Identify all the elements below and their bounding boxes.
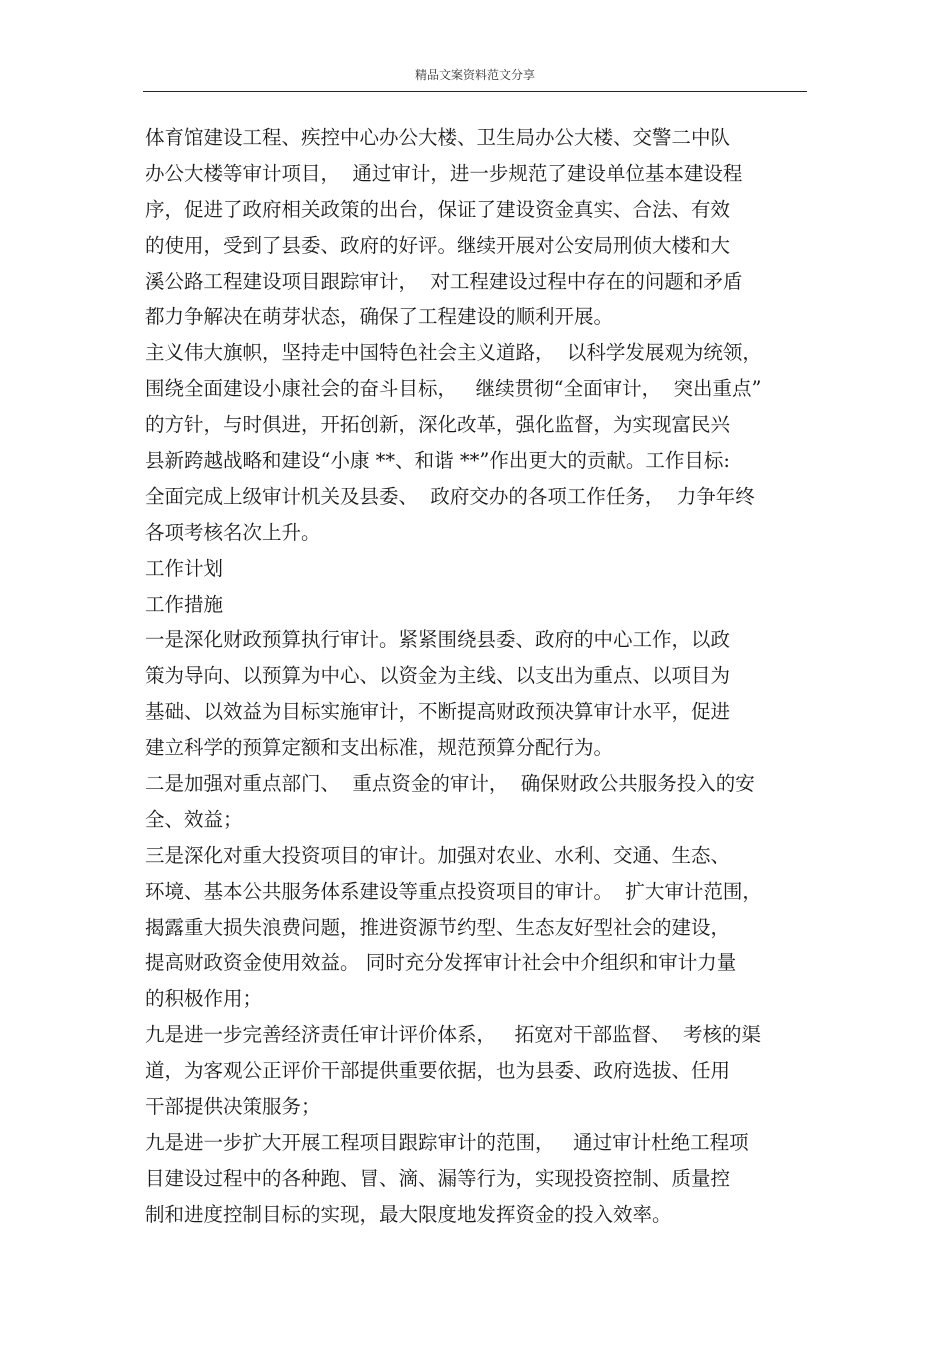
body-line: 各项考核名次上升。 xyxy=(145,520,321,544)
body-line: 的方针，与时俱进，开拓创新，深化改革，强化监督，为实现富民兴 xyxy=(145,413,731,437)
body-line: 环境、基本公共服务体系建设等重点投资项目的审计。 扩大审计范围， xyxy=(145,879,762,903)
body-line: 九是进一步完善经济责任审计评价体系， 拓宽对干部监督、 考核的渠 xyxy=(145,1023,761,1047)
body-line: 的使用，受到了县委、政府的好评。继续开展对公安局刑侦大楼和大 xyxy=(145,233,731,257)
body-line: 目建设过程中的各种跑、冒、滴、漏等行为，实现投资控制、质量控 xyxy=(145,1166,731,1190)
document-body xyxy=(145,120,815,1233)
body-line: 的积极作用； xyxy=(145,987,263,1011)
body-line: 围绕全面建设小康社会的奋斗目标， 继续贯彻“全面审计， 突出重点” xyxy=(145,377,762,401)
body-line: 九是进一步扩大开展工程项目跟踪审计的范围， 通过审计杜绝工程项 xyxy=(145,1130,749,1154)
body-line: 揭露重大损失浪费问题，推进资源节约型、生态友好型社会的建设， xyxy=(145,915,731,939)
body-line: 体育馆建设工程、疾控中心办公大楼、卫生局办公大楼、交警二中队 xyxy=(145,126,731,149)
body-line: 道，为客观公正评价干部提供重要依据，也为县委、政府选拔、任用 xyxy=(145,1059,731,1083)
body-line: 策为导向、以预算为中心、以资金为主线、以支出为重点、以项目为 xyxy=(145,664,731,688)
section-heading-work-measures: 工作措施 xyxy=(145,592,224,616)
body-line: 溪公路工程建设项目跟踪审计， 对工程建设过程中存在的问题和矛盾 xyxy=(145,269,743,293)
body-line: 二是加强对重点部门、 重点资金的审计， 确保财政公共服务投入的安 xyxy=(145,772,755,796)
section-heading-work-plan: 工作计划 xyxy=(145,556,224,580)
body-line: 主义伟大旗帜，坚持走中国特色社会主义道路， 以科学发展观为统领， xyxy=(145,341,762,365)
body-line: 一是深化财政预算执行审计。紧紧围绕县委、政府的中心工作，以政 xyxy=(145,628,731,652)
body-line: 序，促进了政府相关政策的出台，保证了建设资金真实、合法、有效 xyxy=(145,197,731,221)
body-line: 三是深化对重大投资项目的审计。加强对农业、水利、交通、生态、 xyxy=(145,843,731,867)
body-line: 制和进度控制目标的实现，最大限度地发挥资金的投入效率。 xyxy=(145,1202,672,1226)
page-header-title: 精品文案资料范文分享 xyxy=(414,68,535,82)
body-line: 全面完成上级审计机关及县委、 政府交办的各项工作任务， 力争年终 xyxy=(145,484,755,508)
body-line: 县新跨越战略和建设“小康 **、和谐 **”作出更大的贡献。工作目标: xyxy=(145,449,730,473)
body-line: 基础、以效益为目标实施审计，不断提高财政预决算审计水平，促进 xyxy=(145,700,731,724)
header-divider xyxy=(143,91,807,92)
body-line: 都力争解决在萌芽状态，确保了工程建设的顺利开展。 xyxy=(145,305,614,329)
body-line: 干部提供决策服务； xyxy=(145,1095,321,1119)
body-line: 全、效益； xyxy=(145,807,243,831)
body-line: 提高财政资金使用效益。 同时充分发挥审计社会中介组织和审计力量 xyxy=(145,951,737,975)
body-line: 建立科学的预算定额和支出标准，规范预算分配行为。 xyxy=(145,736,614,760)
body-line: 办公大楼等审计项目， 通过审计，进一步规范了建设单位基本建设程 xyxy=(145,161,743,185)
